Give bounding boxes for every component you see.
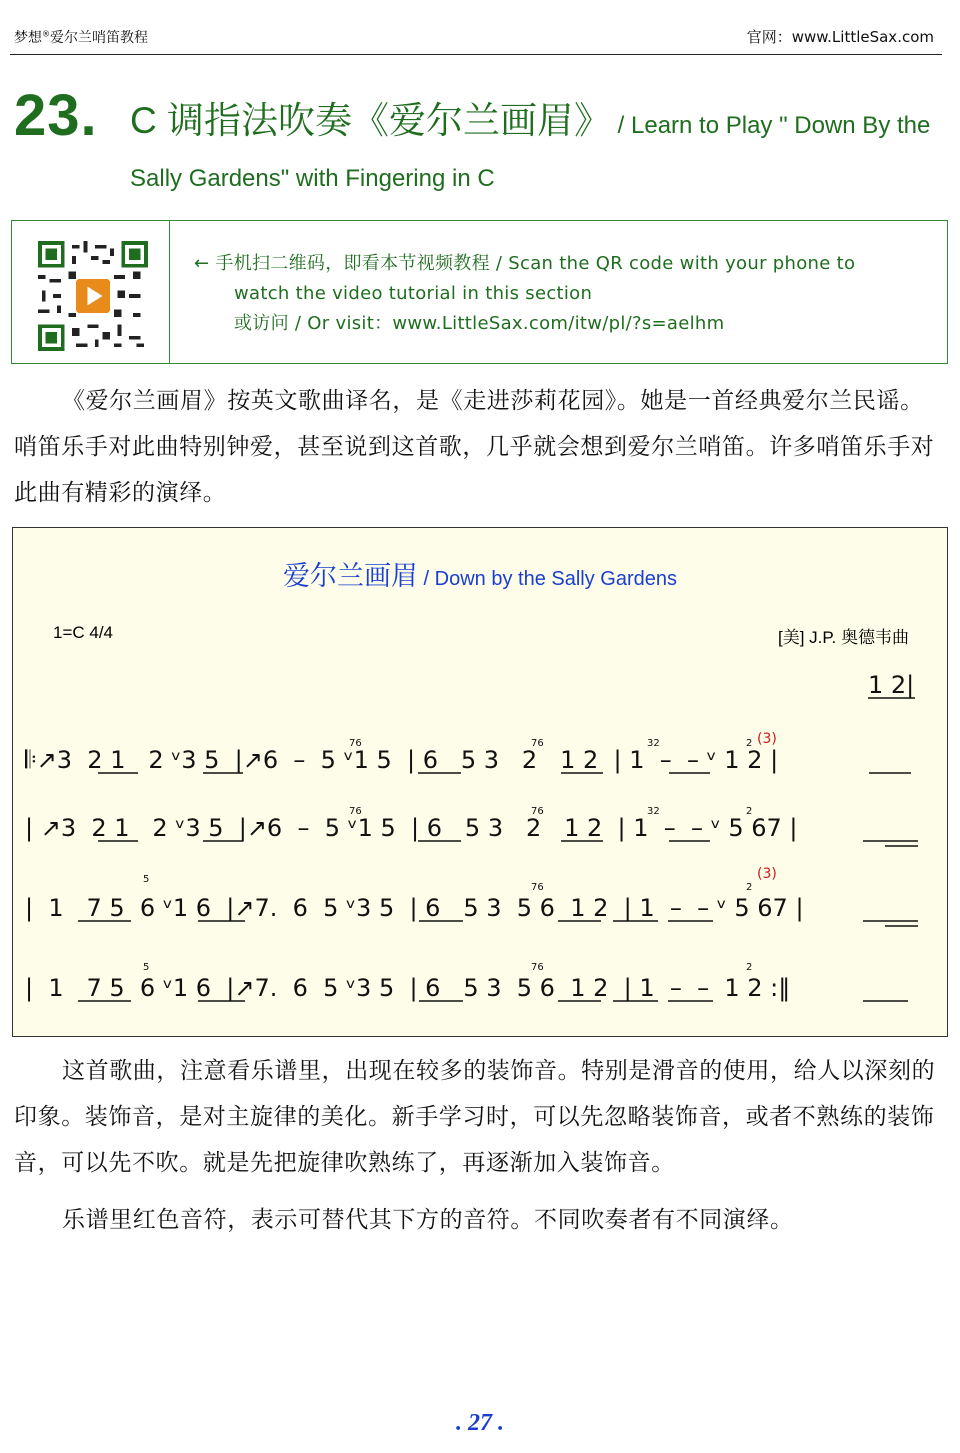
score-title-zh: 爱尔兰画眉 [282,561,418,592]
chapter-number: 23. [14,83,98,148]
qr-divider [169,221,170,363]
site-link[interactable]: 官网：www.LittleSax.com [746,28,934,46]
alt-note: (3) [757,731,777,747]
chapter-title-zh: C 调指法吹奏《爱尔兰画眉》 [130,100,611,141]
grace-note: 2 [746,738,753,749]
grace-note: 76 [349,806,362,817]
grace-note: 2 [746,806,753,817]
paragraph-ornaments: 这首歌曲，注意看乐谱里，出现在较多的装饰音。特别是滑音的使用，给人以深刻的印象。装饰音，是对主旋律的美化。新手学习时，可以先忽略装饰音，或者不熟练的装饰音，可以先不吹。就是先把旋律吹熟练了，再逐渐加入装饰音。 [14,1058,936,1176]
qr-line-2: watch the video tutorial in this section [234,283,593,304]
paragraph-red-notes: 乐谱里红色音符，表示可替代其下方的音符。不同吹奏者有不同演绎。 [62,1207,794,1233]
grace-note: 76 [531,806,544,817]
grace-note: 76 [531,738,544,749]
alt-note: (3) [757,866,777,882]
chapter-title-en: / Learn to Play " Down By the Sally Gardens" with Fingering in C [130,112,931,192]
grace-note: 2 [746,882,753,893]
grace-note: 32 [647,806,660,817]
score-notation [13,528,947,1036]
qr-line-1: ← 手机扫二维码，即看本节视频教程 / Scan the QR code with your phone to [194,253,856,274]
chapter-title [130,96,950,207]
grace-note: 5 [143,962,150,973]
qr-instructions [194,249,944,339]
score-row: | 1 7 5 6 ᵛ1 6 |↗7. 6 5 ᵛ3 5 | 6 5 3 5 6 1 2 | 1 – – 1 2 :‖ [25,974,791,1002]
score-panel [12,527,948,1037]
registered-mark: ® [42,29,50,39]
book-subtitle: 爱尔兰哨笛教程 [50,30,148,46]
intro-paragraph: 《爱尔兰画眉》按英文歌曲译名，是《走进莎莉花园》。她是一首经典爱尔兰民谣。哨笛乐手对此曲特别钟爱，甚至说到这首歌，几乎就会想到爱尔兰哨笛。许多哨笛乐手对此曲有精彩的演绎。 [14,388,935,506]
score-title-en: / Down by the Sally Gardens [417,568,677,590]
score-row: | ↗3 2 1 2 ᵛ3 5 |↗6 – 5 ᵛ1 5 | 6 5 3 2 1 2 | 1 – – ᵛ 5 67 | [25,814,798,842]
qr-line-3[interactable]: 或访问 / Or visit：www.LittleSax.com/itw/pl/?s=aelhm [234,313,725,334]
score-row: 𝄆↗3 2 1 2 ᵛ3 5 |↗6 – 5 ᵛ1 5 | 6 5 3 2 1 2 | 1 – – ᵛ 1 2 | [25,746,779,774]
score-pickup: 1 2| [868,671,915,699]
score-key: 1=C 4/4 [53,623,114,642]
grace-note: 2 [746,962,753,973]
score-row: | 1 7 5 6 ᵛ1 6 |↗7. 6 5 ᵛ3 5 | 6 5 3 5 6 1 2 | 1 – – ᵛ 5 67 | [25,894,804,922]
qr-panel [11,220,948,364]
grace-note: 32 [647,738,660,749]
grace-note: 5 [143,874,150,885]
beam-lines [78,773,918,1001]
book-title: 梦想 [14,30,42,46]
grace-note: 76 [531,882,544,893]
header-left [14,27,148,47]
header-rule [10,54,942,55]
grace-note: 76 [349,738,362,749]
qr-code-icon[interactable] [38,241,148,351]
page-number: . 27 . [456,1410,504,1436]
grace-note: 76 [531,962,544,973]
score-composer: [美] J.P. 奥德韦曲 [778,628,909,647]
